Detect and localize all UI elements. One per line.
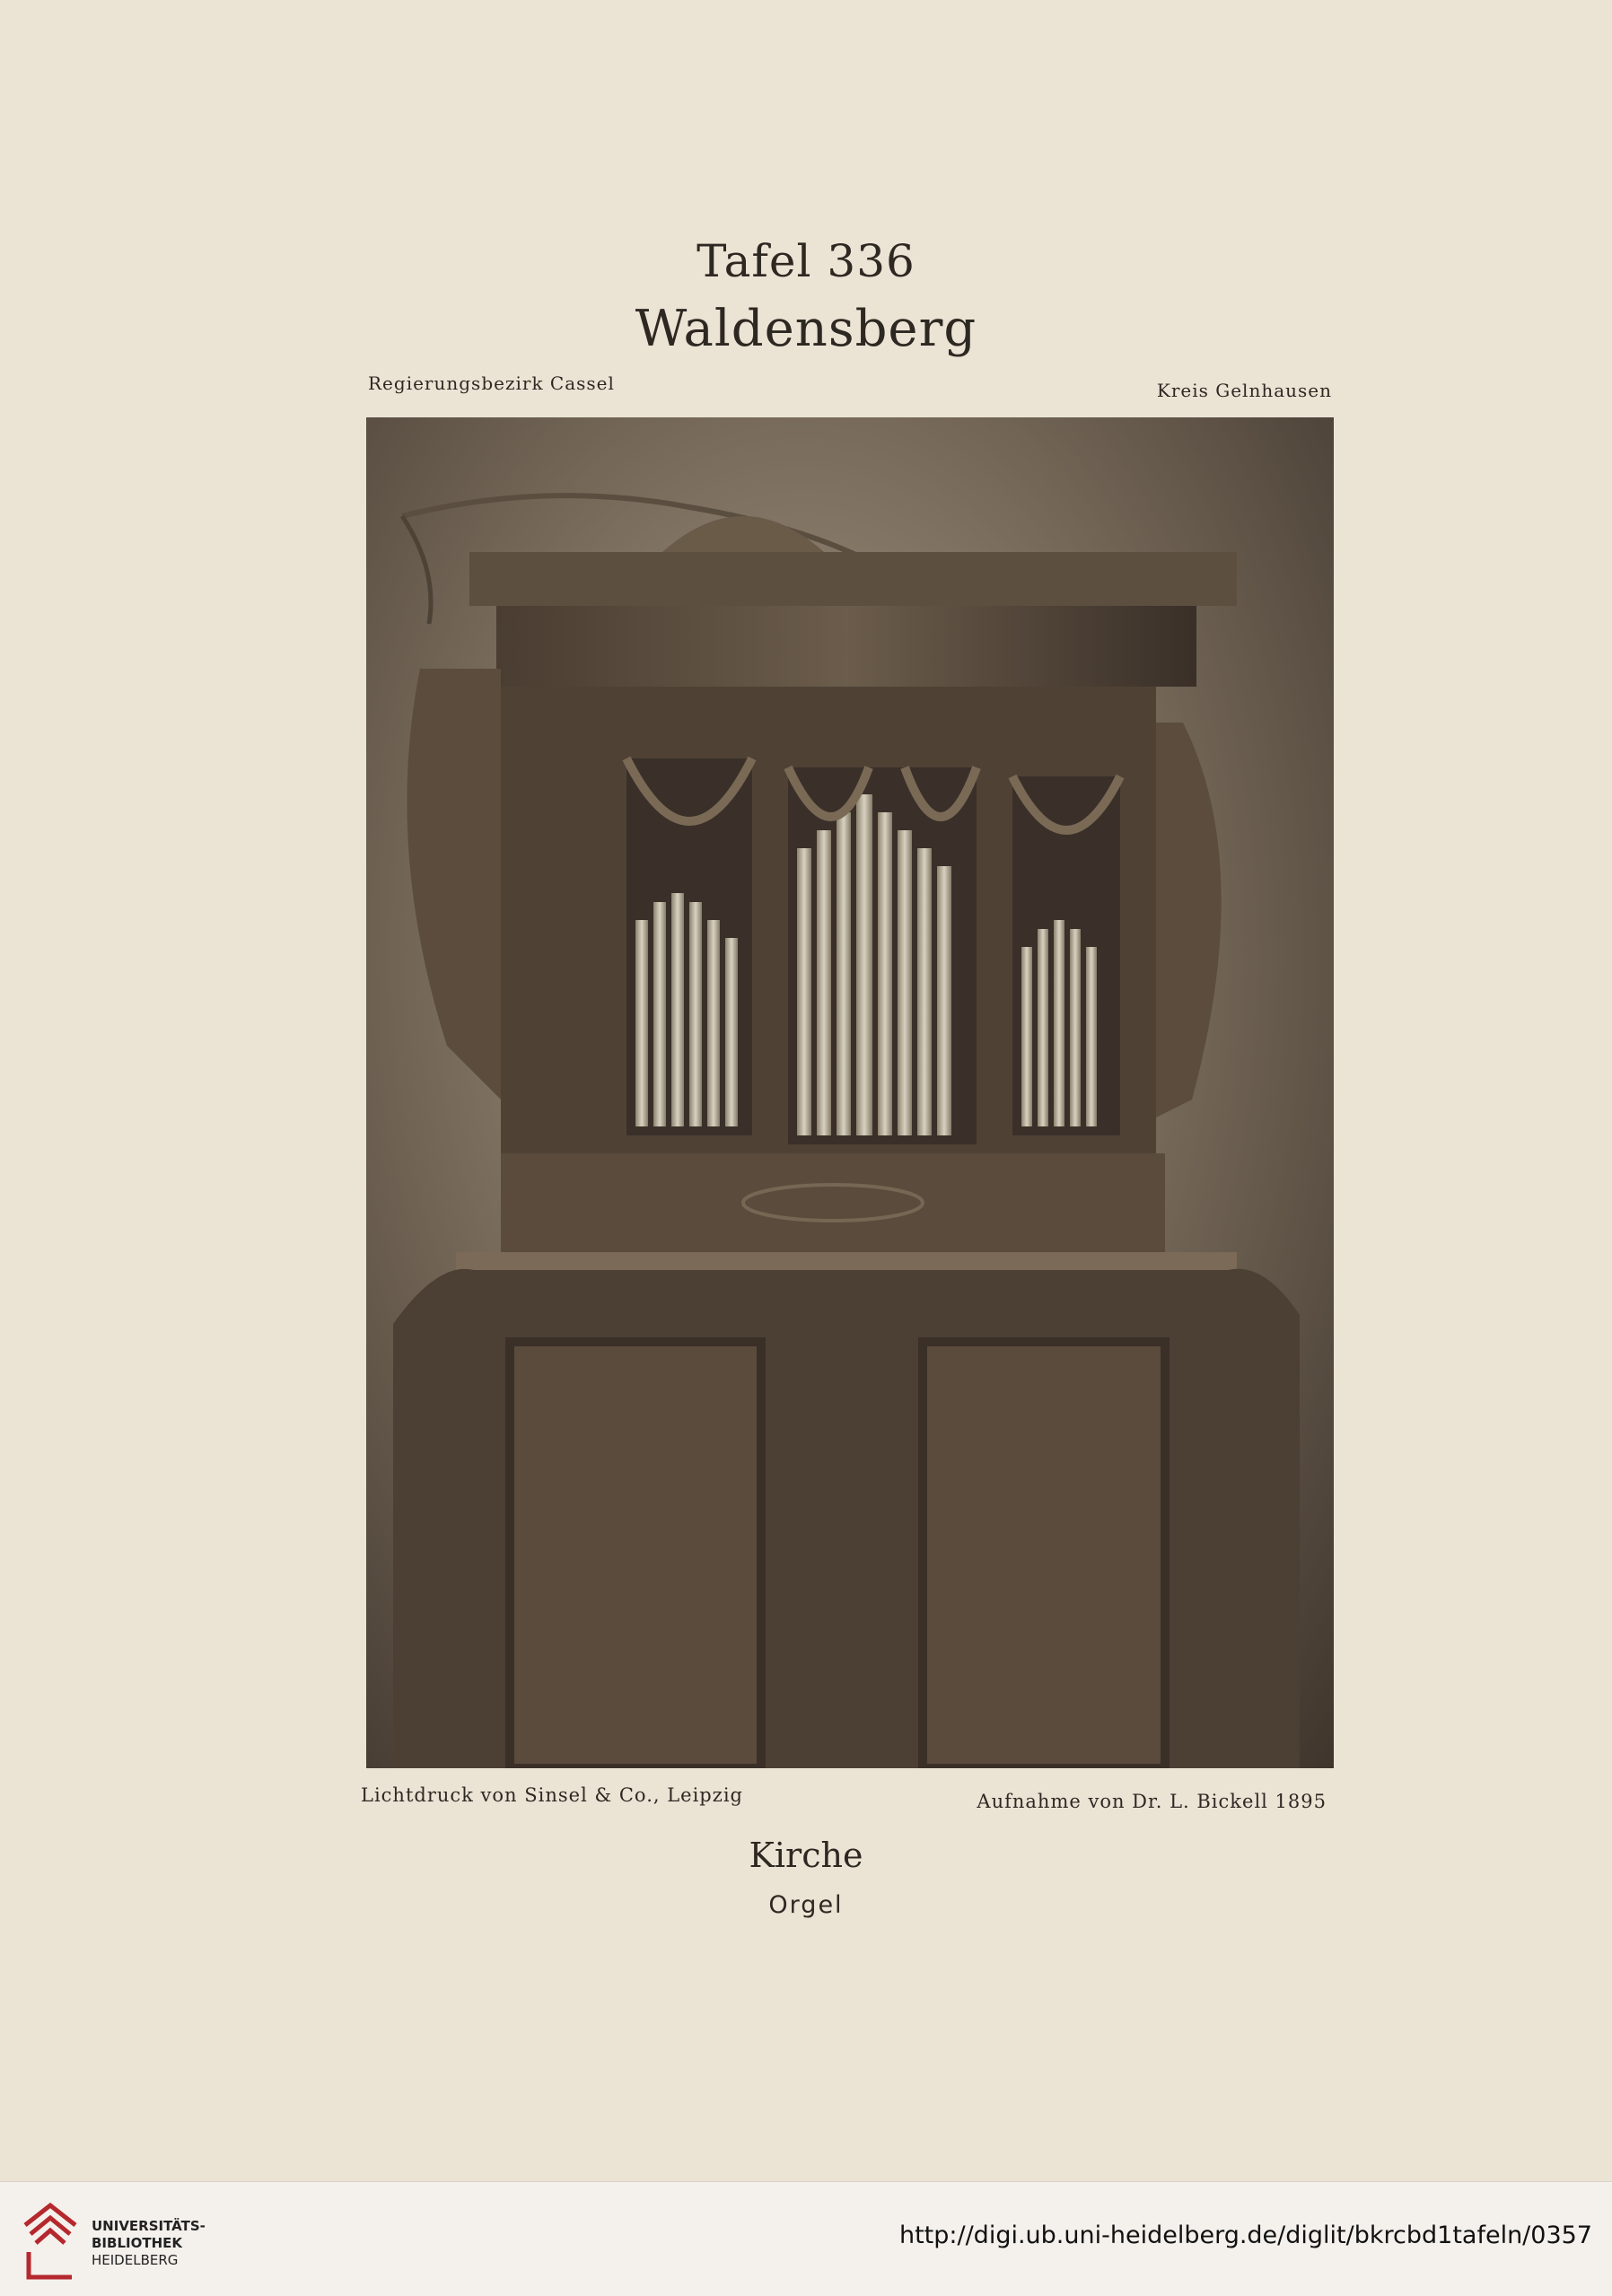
logo-line-3: HEIDELBERG [92, 2252, 179, 2268]
plate-number: Tafel 336 [696, 235, 916, 287]
caption-main: Kirche [749, 1836, 863, 1875]
library-logo-icon[interactable] [18, 2198, 83, 2281]
library-logo-text[interactable] [92, 2218, 206, 2269]
viewer-footer [0, 2181, 1612, 2296]
organ-illustration [366, 417, 1334, 1768]
organ-photograph [366, 417, 1334, 1768]
permalink-url[interactable]: http://digi.ub.uni-heidelberg.de/diglit/bkrcbd1tafeln/0357 [898, 2222, 1592, 2249]
photographer-credit: Aufnahme von Dr. L. Bickell 1895 [977, 1791, 1327, 1812]
place-title: Waldensberg [635, 300, 977, 358]
logo-line-2: BIBLIOTHEK [92, 2235, 182, 2251]
printer-credit: Lichtdruck von Sinsel & Co., Leipzig [361, 1784, 743, 1806]
logo-line-1: UNIVERSITÄTS- [92, 2218, 206, 2234]
district-right: Kreis Gelnhausen [1156, 380, 1332, 401]
caption-sub: Orgel [768, 1891, 844, 1919]
district-left: Regierungsbezirk Cassel [368, 372, 615, 394]
